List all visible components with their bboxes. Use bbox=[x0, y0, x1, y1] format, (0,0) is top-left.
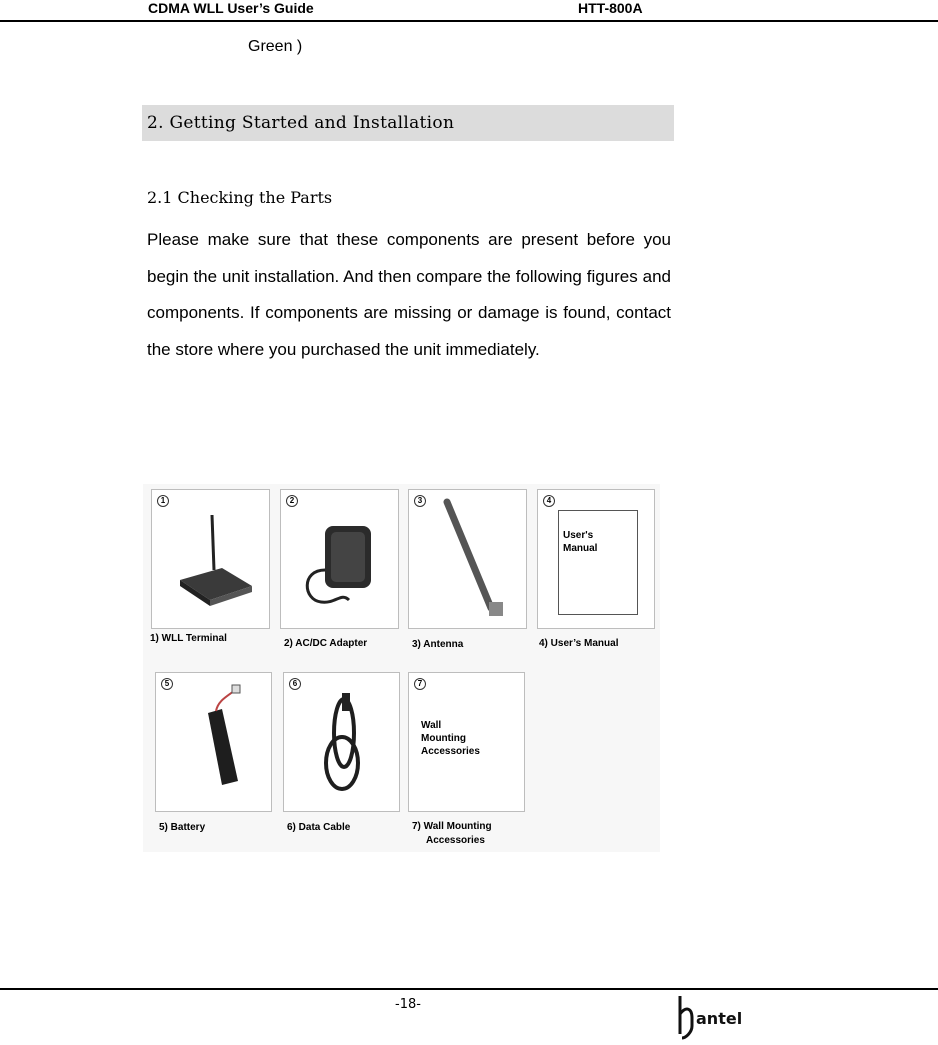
item-number: 6 bbox=[289, 678, 301, 690]
item-number: 3 bbox=[414, 495, 426, 507]
adapter-icon bbox=[281, 490, 398, 628]
item-number: 5 bbox=[161, 678, 173, 690]
parts-figure bbox=[143, 484, 660, 852]
battery-icon bbox=[156, 673, 271, 811]
manual-cover-text: User's Manual bbox=[563, 530, 598, 554]
caption-cable: 6) Data Cable bbox=[287, 822, 351, 833]
caption-antenna: 3) Antenna bbox=[412, 639, 464, 650]
part-box-wll-terminal bbox=[151, 489, 270, 629]
hantel-logo-icon bbox=[676, 994, 746, 1040]
data-cable-icon bbox=[284, 673, 399, 811]
part-box-manual bbox=[537, 489, 655, 629]
caption-wll-terminal: 1) WLL Terminal bbox=[150, 633, 227, 644]
item-number: 2 bbox=[286, 495, 298, 507]
item-number: 7 bbox=[414, 678, 426, 690]
footer-rule bbox=[0, 988, 938, 990]
wll-terminal-icon bbox=[152, 490, 269, 628]
part-box-wall-mount bbox=[408, 672, 525, 812]
caption-wall-mount-line1: 7) Wall Mounting bbox=[412, 821, 492, 832]
manual-book bbox=[558, 510, 638, 615]
continued-text: Green ) bbox=[248, 38, 303, 55]
part-box-cable bbox=[283, 672, 400, 812]
hantel-logo bbox=[676, 994, 746, 1045]
caption-adapter: 2) AC/DC Adapter bbox=[284, 638, 368, 649]
wall-mount-text: Wall Mounting Accessories bbox=[421, 720, 480, 757]
item-number: 4 bbox=[543, 495, 555, 507]
item-number: 1 bbox=[157, 495, 169, 507]
body-paragraph: Please make sure that these components are present before you begin the unit installation. And then compare the following figures and components. If components are missing or damage is found, contact the store where you purchased the unit immediately. bbox=[147, 230, 671, 359]
svg-text:antel: antel bbox=[696, 1009, 743, 1028]
section-title: 2. Getting Started and Installation bbox=[147, 113, 455, 133]
section-heading bbox=[142, 105, 674, 141]
subsection-title: 2.1 Checking the Parts bbox=[147, 188, 333, 207]
part-box-battery bbox=[155, 672, 272, 812]
part-box-antenna bbox=[408, 489, 527, 629]
header-guide-title: CDMA WLL User’s Guide bbox=[148, 0, 314, 16]
header-model: HTT-800A bbox=[578, 0, 643, 16]
caption-wall-mount-line2: Accessories bbox=[426, 835, 485, 846]
part-box-adapter bbox=[280, 489, 399, 629]
caption-battery: 5) Battery bbox=[159, 822, 206, 833]
antenna-icon bbox=[409, 490, 526, 628]
running-header bbox=[0, 0, 938, 22]
caption-manual: 4) User’s Manual bbox=[539, 638, 619, 649]
page-number: -18- bbox=[395, 997, 421, 1012]
